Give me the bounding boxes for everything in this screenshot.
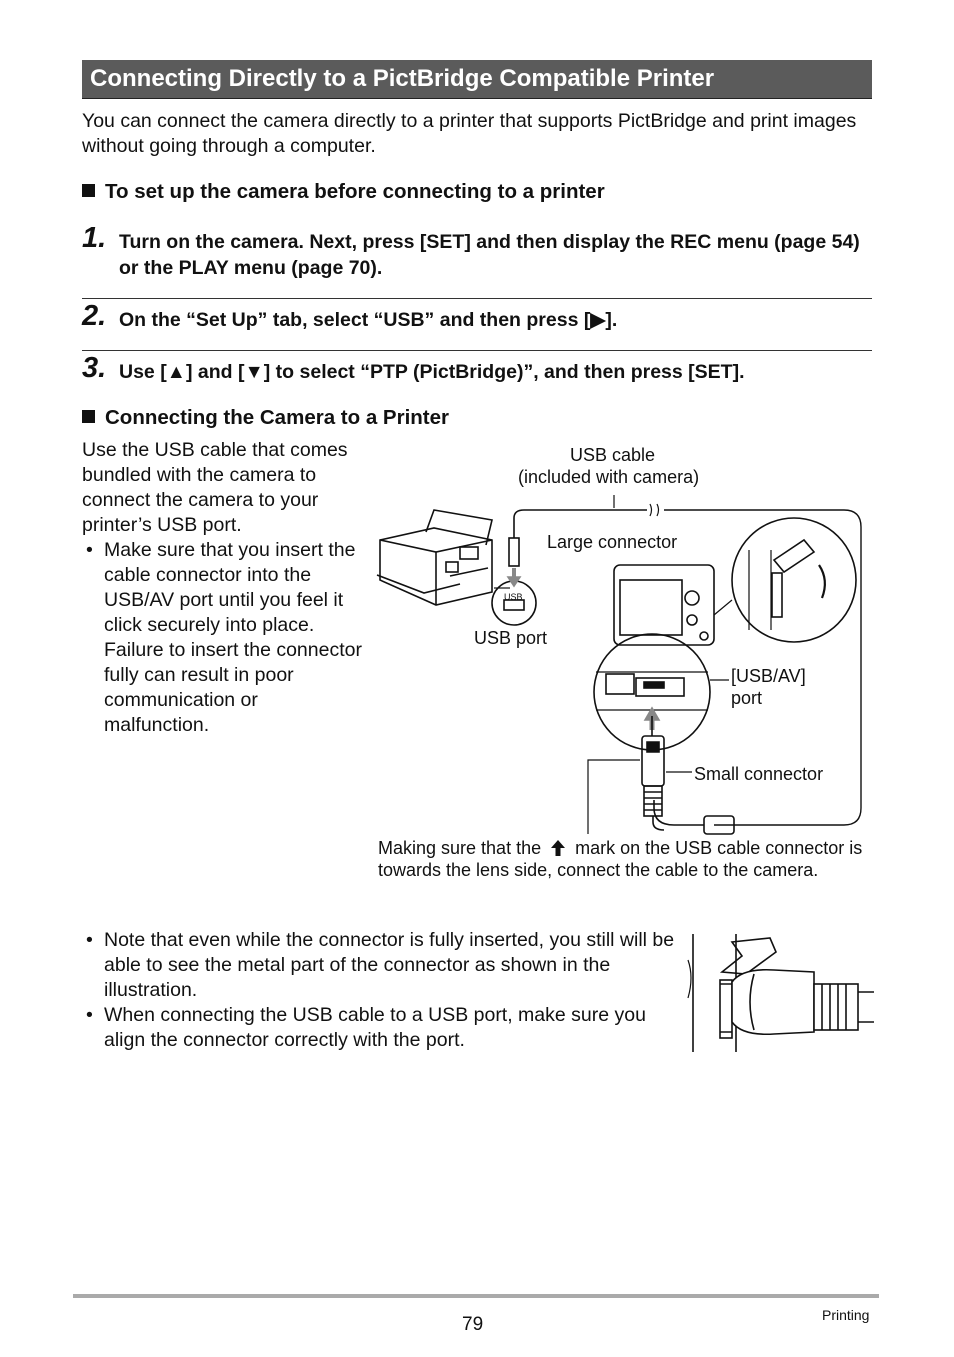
small-connector-icon (642, 716, 664, 830)
caption-part-1: Making sure that the (378, 838, 542, 858)
step-divider (82, 350, 872, 351)
connect-body: Use the USB cable that comes bundled with the camera to connect the camera to your printer’s USB port. (82, 439, 348, 536)
square-bullet-icon (82, 410, 95, 423)
setup-heading (82, 180, 605, 204)
notes-list (82, 928, 682, 1053)
step-1-number: 1. (82, 222, 107, 254)
usb-cable-label: USB cable (570, 445, 656, 465)
section-title: Connecting Directly to a PictBridge Compatible Printer (90, 65, 715, 92)
section-title-bar (82, 60, 872, 99)
connector-detail-illustration (684, 932, 874, 1054)
step-2-number: 2. (82, 300, 107, 332)
usb-marking: USB (504, 592, 523, 602)
connect-heading (82, 406, 449, 430)
diagram-caption (378, 837, 878, 881)
section-name: Printing (822, 1307, 870, 1323)
large-connector-label: Large connector (547, 532, 678, 552)
setup-heading-text: To set up the camera before connecting to a printer (105, 180, 605, 203)
square-bullet-icon (82, 184, 95, 197)
footer-rule (73, 1294, 879, 1298)
list-item: • Make sure that you insert the cable connector into the USB/AV port until you feel it click securely into place. Failure to insert the connector fully can result in poor communication or malfunction. (82, 538, 362, 738)
usbav-port-sublabel: port (731, 688, 763, 708)
camera-icon (614, 565, 714, 645)
step-2-text: On the “Set Up” tab, select “USB” and then press [▶]. (119, 309, 618, 331)
connect-heading-text: Connecting the Camera to a Printer (105, 406, 450, 429)
small-connector-label: Small connector (694, 764, 824, 784)
usb-port-label: USB port (474, 628, 548, 648)
connect-bullet-list (82, 538, 362, 738)
usbav-port-label: [USB/AV] (731, 666, 806, 686)
step-3-text: Use [▲] and [▼] to select “PTP (PictBridge)”, and then press [SET]. (119, 361, 745, 383)
printer-icon (377, 510, 492, 605)
step-divider (82, 298, 872, 299)
arrow-mark-icon (550, 839, 566, 857)
step-3-number: 3. (82, 352, 107, 384)
port-zoom-circle (732, 518, 856, 642)
list-item: • Note that even while the connector is fully inserted, you still will be able to see the metal part of the connector as shown in the illustration. (82, 928, 682, 1003)
usb-cable-sublabel: (included with camera) (518, 467, 700, 487)
page-number: 79 (462, 1314, 484, 1335)
connect-instructions (82, 438, 362, 738)
intro-paragraph: You can connect the camera directly to a printer that supports PictBridge and print images without going through a computer. (82, 110, 857, 157)
usb-port-circle (492, 581, 536, 625)
caption-part-2: mark on the USB cable connector is towards the lens side, connect the cable to the camera. (378, 838, 863, 880)
step-1-text: Turn on the camera. Next, press [SET] and then display the REC menu (page 54) or the PLAY menu (page 70). (119, 231, 860, 279)
list-item: • When connecting the USB cable to a USB port, make sure you align the connector correctly with the port. (82, 1003, 682, 1053)
